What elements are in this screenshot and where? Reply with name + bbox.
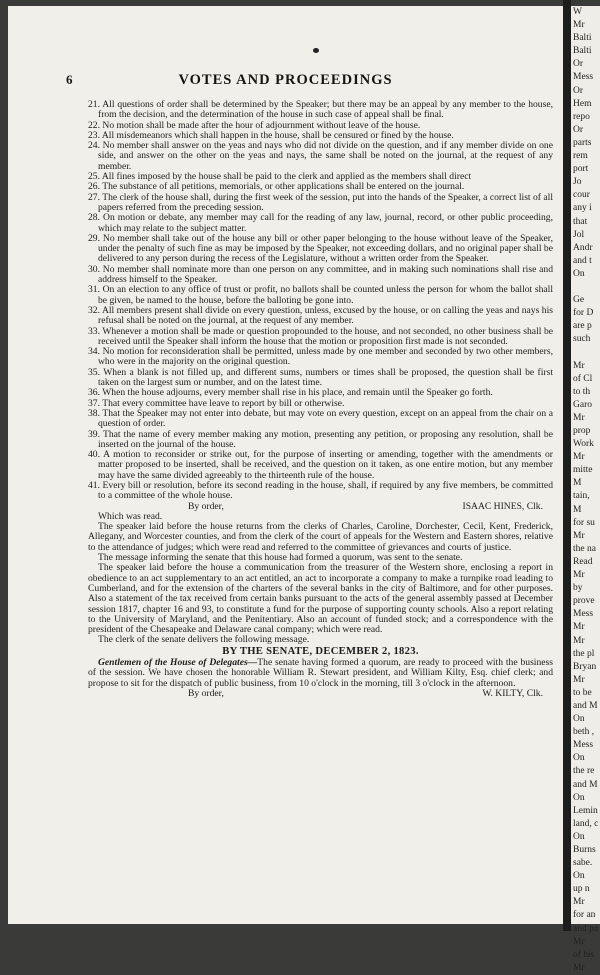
facing-page-line: Or bbox=[573, 124, 584, 135]
page-number: 6 bbox=[66, 72, 73, 87]
by-order-label: By order, bbox=[188, 687, 224, 699]
facing-page-line: the na bbox=[573, 543, 596, 554]
book-gutter bbox=[563, 0, 571, 931]
facing-page-line: beth , bbox=[573, 727, 595, 738]
facing-page-line bbox=[571, 281, 600, 294]
facing-page-line: of his bbox=[573, 949, 595, 960]
rule-item: 38. That the Speaker may not enter into debate, but may vote on every question, except on an appeal from the chair on a question of order. bbox=[88, 407, 553, 430]
rule-item: 36. When the house adjourns, every member shall rise in his place, and remain until the Speaker go forth. bbox=[88, 387, 493, 399]
facing-page-line: Andr bbox=[573, 242, 593, 253]
ink-dot bbox=[313, 48, 319, 53]
rule-item: 32. All members present shall divide on every question, unless, excused by the house, or on calling the yeas and nays his refusal shall be noted on the journal, at the request of any member. bbox=[88, 304, 553, 327]
facing-page-line: and M bbox=[573, 779, 598, 790]
rule-item: 27. The clerk of the house shall, during the first week of the session, put into the hands of the Speaker, a correct list of all papers referred from the preceding session. bbox=[88, 191, 553, 213]
facing-page-line: and t bbox=[573, 255, 592, 266]
rule-item: 35. When a blank is not filled up, and different sums, numbers or times shall be proposed, the question shall be first taken on the largest sum or number, and on the latest time. bbox=[88, 366, 553, 389]
facing-page-line: M bbox=[573, 478, 582, 489]
by-order-label: By order, bbox=[188, 500, 224, 512]
facing-page-line: Jol bbox=[573, 229, 585, 240]
rule-item: 24. No member shall answer on the yeas and nays who did not divide on the question, and if any member divide on one side, and answer on the other on the yeas and nays, the same shall be noted on the journal, at the request of any member. bbox=[88, 140, 553, 172]
rule-item: 30. No member shall nominate more than one person on any committee, and in making such nominations shall rise and address himself to the Speaker. bbox=[88, 263, 553, 286]
facing-page-line: Mr bbox=[573, 897, 585, 908]
rule-item: 41. Every bill or resolution, before its second reading in the house, shall, if required by any five members, be committed to a committee of the whole house. bbox=[88, 479, 553, 502]
senate-message-text: The senate having formed a quorum, are ready to proceed with the business of the session. We have chosen the honorable William R. Stewart president, and William Kilty, Esq. chief clerk; and propose to sit for the dispatch of public business, from 10 o'clock in the morning, till 3 o'clock in the afternoon. bbox=[88, 657, 553, 689]
facing-page-line: of Cl bbox=[573, 373, 593, 384]
facing-page-line: land, c bbox=[573, 818, 599, 829]
rules-list bbox=[88, 100, 553, 502]
facing-page-line: Mr bbox=[573, 452, 585, 463]
facing-page-line: Hem bbox=[573, 98, 592, 109]
proceedings-paragraphs bbox=[88, 522, 553, 646]
proceedings-paragraph: The speaker laid before the house returns from the clerks of Charles, Caroline, Dorchester, Cecil, Kent, Frederick, Allegany, and Worcester counties, and from the clerk of the court of appeals for the Western and Eastern shores, relative to the attendance of judges; which were read and referred to the committee of grievances and courts of justice. bbox=[88, 521, 553, 553]
facing-page-line: Mr bbox=[573, 20, 585, 31]
proceedings-paragraph: The speaker laid before the house a communication from the treasurer of the Western shore, enclosing a report in obedience to an act supplementary to an act entitled, an act to incorporate a company to make a turnpike road leading to Cumberland, and for the extension of the charters of the several banks in the city of Baltimore, and for other purposes. Also a statement of the tax received from certain banks pursuant to the acts of the general assembly passed at December session 1817, chapter 16 and 93, to constitute a fund for the purpose of supporting county schools. Also a report relating to the University of Maryland, and the Penitentiary. Also an account of funded stock; and a correspondence with the president of the Chesapeake and Delaware canal company; which were read. bbox=[88, 562, 553, 636]
rule-item: 34. No motion for reconsideration shall be permitted, unless made by one member and seconded by two other members, who were in the majority on the original question. bbox=[88, 346, 553, 368]
page-body bbox=[88, 100, 553, 699]
facing-page-line: W bbox=[573, 7, 582, 17]
facing-page-line: any i bbox=[573, 203, 592, 214]
signatory-name: ISAAC HINES, Clk. bbox=[462, 500, 543, 512]
facing-page-line: On bbox=[573, 831, 585, 842]
facing-page-line: Or bbox=[573, 85, 584, 96]
facing-page-line: the pl bbox=[573, 648, 595, 659]
facing-page-line: Bryan bbox=[573, 661, 597, 672]
rule-item: 39. That the name of every member making any motion, presenting any petition, or proposing any resolution, shall be inserted on the journal of the house. bbox=[88, 428, 553, 450]
rule-item: 28. On motion or debate, any member may call for the reading of any law, journal, record, or other public proceeding, which may relate to the subject matter. bbox=[88, 212, 553, 234]
rule-item: 21. All questions of order shall be determined by the Speaker; but there may be an appeal by any member to the house, from the decision, and the determination of the house in such case of appeal shall be final. bbox=[88, 99, 553, 121]
page-header bbox=[8, 72, 563, 90]
rule-item: 22. No motion shall be made after the hour of adjournment without leave of the house. bbox=[88, 119, 421, 131]
facing-page-line: Work bbox=[573, 439, 594, 450]
facing-page-line: Balti bbox=[573, 33, 592, 44]
proceedings-paragraph: The clerk of the senate delivers the following message. bbox=[98, 634, 310, 646]
facing-page-line: Balti bbox=[573, 46, 592, 57]
facing-page-line: prop bbox=[573, 426, 591, 436]
facing-page-line: On bbox=[573, 792, 585, 803]
facing-page-line: Lemin bbox=[573, 805, 598, 816]
signatory-name: W. KILTY, Clk. bbox=[482, 687, 543, 699]
facing-page-line: to be bbox=[573, 687, 592, 698]
facing-page-line: and pa bbox=[573, 923, 599, 934]
facing-page-line: prove bbox=[573, 596, 595, 607]
facing-page-line: Read bbox=[573, 556, 593, 567]
facing-page-line: Mr bbox=[573, 360, 585, 371]
rule-item: 31. On an election to any office of trust or profit, no ballots shall be counted unless the person for whom the ballot shall be given, be named to the house, before the balloting be gone into. bbox=[88, 284, 553, 306]
facing-page-line: by bbox=[573, 583, 583, 594]
facing-page-line: Mess bbox=[573, 609, 594, 620]
proceedings-paragraph: The message informing the senate that this house had formed a quorum, was sent to the senate. bbox=[98, 552, 463, 564]
facing-page-line: On bbox=[573, 714, 585, 725]
facing-page-line: M bbox=[573, 504, 582, 515]
facing-page-line: Mess bbox=[573, 740, 594, 751]
rule-item: 40. A motion to reconsider or strike out, for the purpose of inserting or amending, together with the amendments or matter proposed to be inserted, shall be received, and the question on it taken, as one entire motion, but any member may have the same divided agreeably to the thirteenth rule of the house. bbox=[88, 449, 553, 481]
facing-page-line: Mr bbox=[573, 412, 585, 423]
facing-page-line: Or bbox=[573, 59, 584, 70]
facing-page-line: for D bbox=[573, 308, 594, 319]
facing-page-line: Mr bbox=[573, 530, 585, 541]
facing-page-fragment bbox=[571, 6, 600, 973]
rule-item: 26. The substance of all petitions, memorials, or other applications shall be entered on the journal. bbox=[88, 181, 465, 193]
rule-item: 37. That every committee have leave to report by bill or otherwise. bbox=[88, 397, 345, 409]
facing-page-line: cour bbox=[573, 190, 590, 201]
facing-page-line: Burns bbox=[573, 845, 596, 855]
facing-page-line: for an bbox=[573, 910, 596, 921]
facing-page-line: port bbox=[573, 164, 589, 175]
senate-heading: BY THE SENATE, DECEMBER 2, 1823. bbox=[222, 645, 419, 657]
facing-page-line: up n bbox=[573, 884, 590, 895]
facing-page-line: such bbox=[573, 334, 591, 345]
facing-page-line: parts bbox=[573, 137, 592, 148]
facing-page-line: rem bbox=[573, 151, 588, 162]
facing-page-line: to th bbox=[573, 386, 591, 397]
facing-page-line: sabe. bbox=[573, 858, 593, 869]
facing-page-line: On bbox=[573, 268, 585, 279]
running-title: VOTES AND PROCEEDINGS bbox=[178, 72, 393, 88]
facing-page-line: Ge bbox=[573, 295, 585, 306]
facing-page-line: On bbox=[573, 753, 585, 764]
facing-page-line bbox=[571, 346, 600, 359]
rule-item: 33. Whenever a motion shall be made or question propounded to the house, and not seconded, no other business shall be received until the Speaker shall inform the house that the motion or proposition first made is not seconded. bbox=[88, 325, 553, 347]
rule-item: 23. All misdemeanors which shall happen in the house, shall be censured or fined by the house. bbox=[88, 129, 454, 141]
signature-block-2 bbox=[88, 689, 553, 699]
facing-page-line: On bbox=[573, 871, 585, 882]
facing-page-line: Mr bbox=[573, 674, 585, 685]
facing-page-line: mitte bbox=[573, 465, 593, 476]
facing-page-line: Mr bbox=[573, 936, 585, 947]
facing-page-line: that bbox=[573, 216, 588, 227]
facing-page-line: the re bbox=[573, 766, 595, 777]
facing-page-line: repo bbox=[573, 111, 590, 122]
senate-message-salutation: Gentlemen of the House of Delegates— bbox=[98, 657, 258, 669]
facing-page-line: Jo bbox=[573, 177, 582, 188]
which-was-read: Which was read. bbox=[98, 510, 163, 522]
senate-message bbox=[88, 658, 553, 689]
facing-page-line: Mr bbox=[573, 622, 585, 633]
facing-page-line: tain, bbox=[573, 491, 590, 502]
document-page bbox=[8, 6, 563, 924]
facing-page-line: Mr bbox=[573, 962, 585, 973]
facing-page-line: Garo bbox=[573, 399, 592, 410]
facing-page-line: Mr bbox=[573, 635, 585, 646]
facing-page-line: are p bbox=[573, 321, 592, 332]
facing-page-line: and M bbox=[573, 700, 598, 711]
facing-page-line: Mess bbox=[573, 72, 594, 83]
facing-page-line: for su bbox=[573, 517, 595, 528]
rule-item: 29. No member shall take out of the house any bill or other paper belonging to the house without leave of the Speaker, under the penalty of such fine as may be imposed by the Speaker, not exceeding dollars, and no original paper shall be delivered to any person during the recess of the Legislature, without a written order from the Speaker. bbox=[88, 232, 553, 265]
facing-page-line: Mr bbox=[573, 570, 585, 581]
rule-item: 25. All fines imposed by the house shall be paid to the clerk and applied as the members shall direct bbox=[88, 171, 472, 183]
